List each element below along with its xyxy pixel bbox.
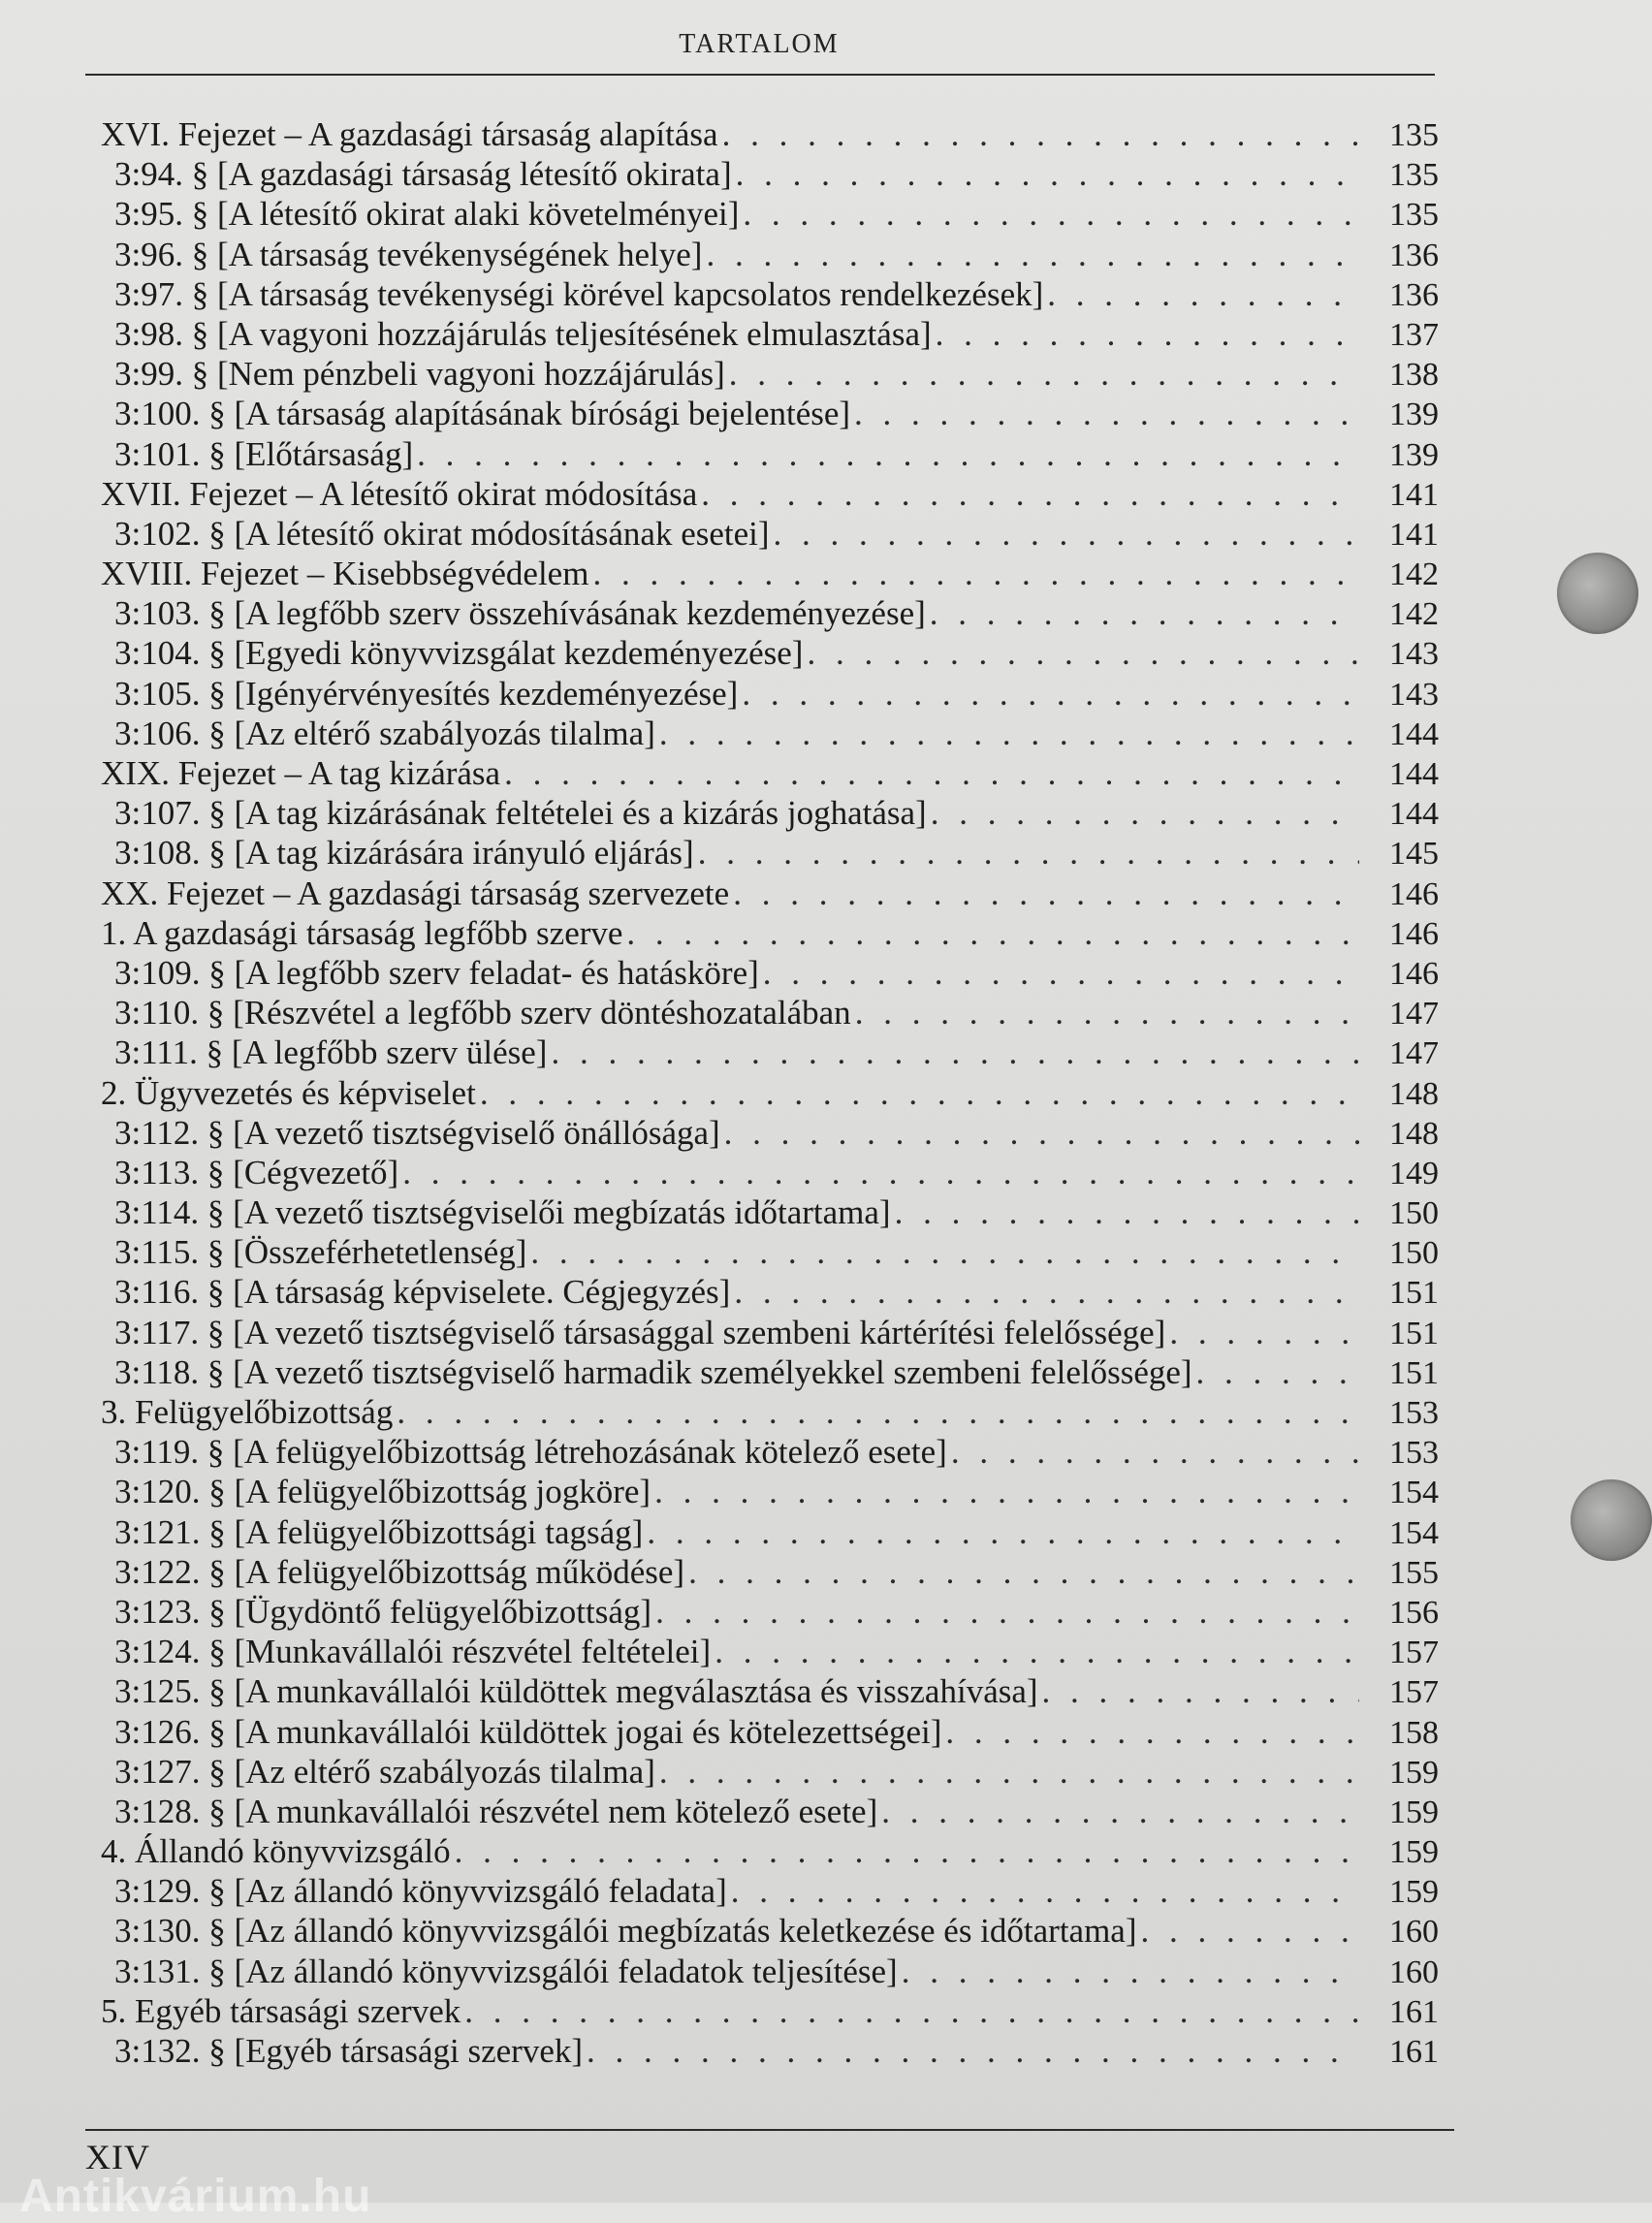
toc-entry-title: 3:119. § [A felügyelőbizottság létrehozásának kötelező esete] bbox=[114, 1433, 947, 1472]
toc-dot-leader bbox=[626, 913, 1359, 953]
toc-entry-page-number: 139 bbox=[1389, 397, 1439, 433]
toc-entry[interactable] bbox=[101, 1073, 1439, 1113]
toc-entry-page-number: 144 bbox=[1389, 796, 1439, 833]
toc-entry-title: 4. Állandó könyvvizsgáló bbox=[101, 1832, 451, 1871]
toc-dot-leader bbox=[729, 354, 1359, 394]
toc-entry[interactable] bbox=[101, 1432, 1439, 1472]
toc-dot-leader bbox=[654, 1472, 1359, 1511]
toc-entry-title: 5. Egyéb társasági szervek bbox=[101, 1991, 461, 2030]
toc-entry[interactable] bbox=[101, 194, 1439, 234]
toc-dot-leader bbox=[734, 1272, 1359, 1312]
toc-dot-leader bbox=[706, 235, 1359, 274]
toc-entry-page-number: 154 bbox=[1389, 1514, 1439, 1551]
toc-entry-page-number: 148 bbox=[1389, 1075, 1439, 1112]
toc-entry-title: 2. Ügyvezetés és képviselet bbox=[101, 1073, 476, 1112]
toc-entry[interactable] bbox=[101, 793, 1439, 833]
toc-dot-leader bbox=[551, 1032, 1359, 1072]
toc-entry[interactable] bbox=[101, 1512, 1439, 1552]
punch-hole-lower bbox=[1571, 1479, 1652, 1561]
toc-entry-title: 3:111. § [A legfőbb szerv ülése] bbox=[114, 1033, 548, 1072]
toc-entry-title: 3:100. § [A társaság alapításának bírósági bejelentése] bbox=[114, 395, 851, 433]
toc-dot-leader bbox=[402, 1153, 1359, 1192]
toc-entry-page-number: 142 bbox=[1389, 556, 1439, 593]
toc-entry-title: 3:114. § [A vezető tisztségviselői megbízatás időtartama] bbox=[114, 1193, 891, 1232]
toc-entry-page-number: 142 bbox=[1389, 596, 1439, 633]
toc-entry[interactable] bbox=[101, 953, 1439, 993]
toc-entry[interactable] bbox=[101, 274, 1439, 314]
toc-entry-page-number: 159 bbox=[1389, 1794, 1439, 1830]
toc-entry-page-number: 158 bbox=[1389, 1714, 1439, 1751]
toc-entry[interactable] bbox=[101, 394, 1439, 433]
toc-entry-title: 3:108. § [A tag kizárására irányuló eljárás] bbox=[114, 834, 694, 873]
toc-entry[interactable] bbox=[101, 1831, 1439, 1871]
toc-entry-title: 3:128. § [A munkavállalói részvétel nem kötelező esete] bbox=[114, 1792, 878, 1830]
toc-dot-leader bbox=[930, 593, 1359, 633]
toc-entry-title: 3:97. § [A társaság tevékenységi körével kapcsolatos rendelkezések] bbox=[114, 274, 1044, 313]
header-rule bbox=[85, 74, 1435, 76]
toc-entry-title: 3:127. § [Az eltérő szabályozás tilalma] bbox=[114, 1752, 655, 1791]
toc-entry-page-number: 144 bbox=[1389, 756, 1439, 792]
toc-entry-page-number: 146 bbox=[1389, 875, 1439, 912]
toc-entry-title: 3:110. § [Részvétel a legfőbb szerv döntéshozatalában bbox=[114, 994, 851, 1032]
toc-entry-title: 3:96. § [A társaság tevékenységének helye] bbox=[114, 235, 703, 273]
toc-entry-page-number: 145 bbox=[1389, 836, 1439, 873]
toc-entry-title: 3:105. § [Igényérvényesítés kezdeményezése] bbox=[114, 674, 739, 713]
toc-entry[interactable] bbox=[101, 1911, 1439, 1951]
toc-entry-page-number: 138 bbox=[1389, 357, 1439, 394]
toc-entry[interactable] bbox=[101, 554, 1439, 593]
toc-entry-title: 3:129. § [Az állandó könyvvizsgáló feladata] bbox=[114, 1872, 727, 1911]
toc-entry-title: 3:99. § [Nem pénzbeli vagyoni hozzájárulás] bbox=[114, 355, 725, 394]
toc-entry-title: 3:95. § [A létesítő okirat alaki követelményei] bbox=[114, 195, 740, 234]
toc-dot-leader bbox=[1042, 1671, 1359, 1711]
toc-entry[interactable] bbox=[101, 1871, 1439, 1911]
toc-entry-page-number: 160 bbox=[1389, 1914, 1439, 1951]
toc-entry[interactable] bbox=[101, 474, 1439, 514]
toc-dot-leader bbox=[688, 1552, 1359, 1592]
toc-entry-page-number: 135 bbox=[1389, 117, 1439, 153]
toc-entry-page-number: 161 bbox=[1389, 1993, 1439, 2030]
toc-dot-leader bbox=[715, 1632, 1359, 1671]
toc-entry-title: 3:94. § [A gazdasági társaság létesítő okirata] bbox=[114, 155, 732, 194]
toc-dot-leader bbox=[1196, 1352, 1359, 1392]
toc-entry-page-number: 153 bbox=[1389, 1435, 1439, 1472]
toc-entry-title: 3:115. § [Összeférhetetlenség] bbox=[114, 1233, 527, 1272]
toc-entry-title: XVI. Fejezet – A gazdasági társaság alapítása bbox=[101, 115, 718, 153]
toc-entry-title: 3:103. § [A legfőbb szerv összehívásának kezdeményezése] bbox=[114, 594, 926, 633]
toc-entry-title: 3:98. § [A vagyoni hozzájárulás teljesítésének elmulasztása] bbox=[114, 314, 932, 353]
toc-entry[interactable] bbox=[101, 314, 1439, 354]
toc-dot-leader bbox=[504, 753, 1359, 793]
page-number: XIV bbox=[85, 2138, 150, 2176]
toc-entry[interactable] bbox=[101, 1472, 1439, 1511]
toc-entry-page-number: 159 bbox=[1389, 1834, 1439, 1871]
toc-entry-page-number: 156 bbox=[1389, 1594, 1439, 1631]
toc-entry-page-number: 153 bbox=[1389, 1395, 1439, 1431]
toc-entry-title: 3:131. § [Az állandó könyvvizsgálói feladatok teljesítése] bbox=[114, 1952, 898, 1990]
toc-entry-page-number: 135 bbox=[1389, 157, 1439, 194]
toc-entry-title: 3:118. § [A vezető tisztségviselő harmadik személyekkel szembeni felelőssége] bbox=[114, 1352, 1192, 1391]
toc-entry-title: XX. Fejezet – A gazdasági társaság szervezete bbox=[101, 873, 730, 912]
toc-entry[interactable] bbox=[101, 434, 1439, 474]
toc-entry-page-number: 147 bbox=[1389, 1035, 1439, 1072]
toc-entry[interactable] bbox=[101, 1192, 1439, 1232]
toc-entry-page-number: 151 bbox=[1389, 1315, 1439, 1351]
toc-entry-page-number: 154 bbox=[1389, 1475, 1439, 1511]
toc-entry-title: 3:125. § [A munkavállalói küldöttek megválasztása és visszahívása] bbox=[114, 1672, 1038, 1711]
toc-entry-title: 3:121. § [A felügyelőbizottsági tagság] bbox=[114, 1512, 644, 1551]
toc-dot-leader bbox=[587, 2031, 1359, 2071]
toc-dot-leader bbox=[855, 993, 1359, 1032]
toc-entry[interactable] bbox=[101, 1313, 1439, 1352]
toc-dot-leader bbox=[951, 1432, 1359, 1472]
toc-entry-title: 3:126. § [A munkavállalói küldöttek jogai és kötelezettségei] bbox=[114, 1712, 942, 1751]
toc-entry[interactable] bbox=[101, 1752, 1439, 1792]
toc-entry-title: 3:122. § [A felügyelőbizottság működése] bbox=[114, 1552, 685, 1591]
toc-dot-leader bbox=[647, 1512, 1359, 1552]
toc-dot-leader bbox=[464, 1991, 1359, 2031]
toc-dot-leader bbox=[1141, 1911, 1360, 1951]
toc-entry-page-number: 137 bbox=[1389, 316, 1439, 353]
toc-dot-leader bbox=[931, 793, 1359, 833]
toc-dot-leader bbox=[659, 714, 1359, 753]
toc-entry[interactable] bbox=[101, 1232, 1439, 1272]
toc-dot-leader bbox=[945, 1712, 1359, 1752]
toc-dot-leader bbox=[480, 1073, 1359, 1113]
toc-entry-page-number: 149 bbox=[1389, 1155, 1439, 1191]
toc-entry[interactable] bbox=[101, 514, 1439, 554]
toc-entry[interactable] bbox=[101, 1671, 1439, 1711]
toc-dot-leader bbox=[763, 953, 1359, 993]
toc-entry-title: 3:101. § [Előtársaság] bbox=[114, 434, 414, 473]
toc-entry[interactable] bbox=[101, 714, 1439, 753]
toc-entry-title: 3:104. § [Egyedi könyvvizsgálat kezdeményezése] bbox=[114, 634, 804, 673]
toc-dot-leader bbox=[774, 514, 1359, 554]
punch-hole-upper bbox=[1557, 553, 1638, 634]
toc-dot-leader bbox=[902, 1952, 1359, 1991]
toc-entry-page-number: 159 bbox=[1389, 1874, 1439, 1911]
toc-entry[interactable] bbox=[101, 1352, 1439, 1392]
toc-dot-leader bbox=[807, 633, 1359, 673]
toc-dot-leader bbox=[736, 154, 1359, 194]
toc-entry[interactable] bbox=[101, 1632, 1439, 1671]
toc-dot-leader bbox=[895, 1192, 1359, 1232]
toc-dot-leader bbox=[1169, 1313, 1359, 1352]
toc-entry[interactable] bbox=[101, 1552, 1439, 1592]
toc-entry-title: 3:117. § [A vezető tisztségviselő társasággal szembeni kártérítési felelőssége] bbox=[114, 1313, 1166, 1351]
toc-entry[interactable] bbox=[101, 114, 1439, 154]
toc-entry[interactable] bbox=[101, 1792, 1439, 1831]
toc-entry-page-number: 144 bbox=[1389, 715, 1439, 752]
toc-entry-page-number: 159 bbox=[1389, 1754, 1439, 1791]
toc-entry-page-number: 136 bbox=[1389, 276, 1439, 313]
toc-entry-title: XVII. Fejezet – A létesítő okirat módosítása bbox=[101, 474, 698, 513]
toc-entry-page-number: 151 bbox=[1389, 1354, 1439, 1391]
toc-entry-title: 3. Felügyelőbizottság bbox=[101, 1393, 394, 1431]
toc-entry[interactable] bbox=[101, 1991, 1439, 2031]
toc-dot-leader bbox=[854, 394, 1359, 433]
toc-dot-leader bbox=[743, 194, 1359, 234]
toc-entry-page-number: 146 bbox=[1389, 955, 1439, 992]
toc-entry[interactable] bbox=[101, 633, 1439, 673]
toc-entry-title: 3:112. § [A vezető tisztségviselő önállósága] bbox=[114, 1113, 720, 1152]
toc-entry[interactable] bbox=[101, 753, 1439, 793]
toc-entry[interactable] bbox=[101, 1392, 1439, 1432]
toc-entry-page-number: 135 bbox=[1389, 197, 1439, 234]
toc-entry-page-number: 161 bbox=[1389, 2034, 1439, 2070]
footer-rule bbox=[85, 2129, 1454, 2131]
toc-entry-page-number: 147 bbox=[1389, 996, 1439, 1032]
toc-entry-title: 3:107. § [A tag kizárásának feltételei és a kizárás joghatása] bbox=[114, 794, 927, 833]
toc-entry-page-number: 136 bbox=[1389, 237, 1439, 273]
toc-entry[interactable] bbox=[101, 1952, 1439, 1991]
toc-entry-title: 3:106. § [Az eltérő szabályozás tilalma] bbox=[114, 714, 655, 752]
running-head: TARTALOM bbox=[679, 29, 840, 59]
toc-dot-leader bbox=[417, 434, 1359, 474]
toc-entry-page-number: 150 bbox=[1389, 1195, 1439, 1232]
toc-dot-leader bbox=[592, 554, 1359, 593]
toc-entry-title: 3:123. § [Ügydöntő felügyelőbizottság] bbox=[114, 1592, 652, 1631]
table-of-contents bbox=[101, 114, 1439, 2071]
toc-entry-page-number: 141 bbox=[1389, 516, 1439, 553]
toc-entry-page-number: 146 bbox=[1389, 915, 1439, 952]
toc-entry[interactable] bbox=[101, 235, 1439, 274]
toc-dot-leader bbox=[724, 1113, 1359, 1153]
toc-entry-title: 3:120. § [A felügyelőbizottság jogköre] bbox=[114, 1473, 651, 1511]
toc-dot-leader bbox=[742, 674, 1359, 714]
toc-entry-title: 3:124. § [Munkavállalói részvétel feltételei] bbox=[114, 1633, 712, 1671]
toc-dot-leader bbox=[659, 1752, 1359, 1792]
toc-dot-leader bbox=[455, 1831, 1359, 1871]
toc-entry-page-number: 141 bbox=[1389, 476, 1439, 513]
toc-entry-page-number: 157 bbox=[1389, 1635, 1439, 1671]
toc-entry-page-number: 155 bbox=[1389, 1554, 1439, 1591]
toc-entry-page-number: 143 bbox=[1389, 676, 1439, 713]
toc-dot-leader bbox=[722, 114, 1359, 154]
toc-entry-title: 3:109. § [A legfőbb szerv feladat- és hatásköre] bbox=[114, 953, 759, 992]
toc-dot-leader bbox=[701, 474, 1359, 514]
toc-entry[interactable] bbox=[101, 833, 1439, 873]
toc-entry-title: 3:102. § [A létesítő okirat módosításának esetei] bbox=[114, 514, 770, 553]
toc-entry-title: 3:113. § [Cégvezető] bbox=[114, 1153, 399, 1191]
toc-entry[interactable] bbox=[101, 873, 1439, 913]
watermark: Antikvárium.hu bbox=[19, 2171, 372, 2222]
toc-dot-leader bbox=[530, 1232, 1359, 1272]
toc-entry-page-number: 139 bbox=[1389, 436, 1439, 473]
toc-entry-page-number: 160 bbox=[1389, 1953, 1439, 1990]
toc-dot-leader bbox=[655, 1592, 1359, 1632]
toc-entry-title: 1. A gazdasági társaság legfőbb szerve bbox=[101, 913, 623, 952]
toc-entry-title: 3:130. § [Az állandó könyvvizsgálói megbízatás keletkezése és időtartama] bbox=[114, 1912, 1137, 1951]
toc-dot-leader bbox=[733, 873, 1359, 913]
toc-entry[interactable] bbox=[101, 1712, 1439, 1752]
toc-entry-page-number: 151 bbox=[1389, 1275, 1439, 1312]
toc-dot-leader bbox=[936, 314, 1359, 354]
toc-entry[interactable] bbox=[101, 593, 1439, 633]
toc-entry[interactable] bbox=[101, 993, 1439, 1032]
toc-entry-page-number: 150 bbox=[1389, 1235, 1439, 1272]
toc-entry-title: XIX. Fejezet – A tag kizárása bbox=[101, 754, 501, 792]
toc-dot-leader bbox=[698, 833, 1359, 873]
toc-entry-title: 3:132. § [Egyéb társasági szervek] bbox=[114, 2032, 584, 2070]
toc-entry[interactable] bbox=[101, 354, 1439, 394]
toc-dot-leader bbox=[1047, 274, 1359, 314]
toc-entry-page-number: 143 bbox=[1389, 636, 1439, 673]
toc-entry[interactable] bbox=[101, 1113, 1439, 1153]
toc-entry-title: 3:116. § [A társaság képviselete. Cégjegyzés] bbox=[114, 1273, 731, 1312]
toc-entry[interactable] bbox=[101, 1272, 1439, 1312]
toc-entry-page-number: 148 bbox=[1389, 1115, 1439, 1152]
toc-entry[interactable] bbox=[101, 1592, 1439, 1632]
toc-entry[interactable] bbox=[101, 674, 1439, 714]
toc-entry[interactable] bbox=[101, 2031, 1439, 2071]
toc-entry[interactable] bbox=[101, 154, 1439, 194]
toc-entry-page-number: 157 bbox=[1389, 1674, 1439, 1711]
toc-dot-leader bbox=[881, 1792, 1359, 1831]
toc-entry[interactable] bbox=[101, 913, 1439, 953]
toc-dot-leader bbox=[731, 1871, 1359, 1911]
toc-entry-title: XVIII. Fejezet – Kisebbségvédelem bbox=[101, 555, 589, 593]
toc-entry[interactable] bbox=[101, 1032, 1439, 1072]
toc-entry[interactable] bbox=[101, 1153, 1439, 1192]
toc-dot-leader bbox=[397, 1392, 1359, 1432]
